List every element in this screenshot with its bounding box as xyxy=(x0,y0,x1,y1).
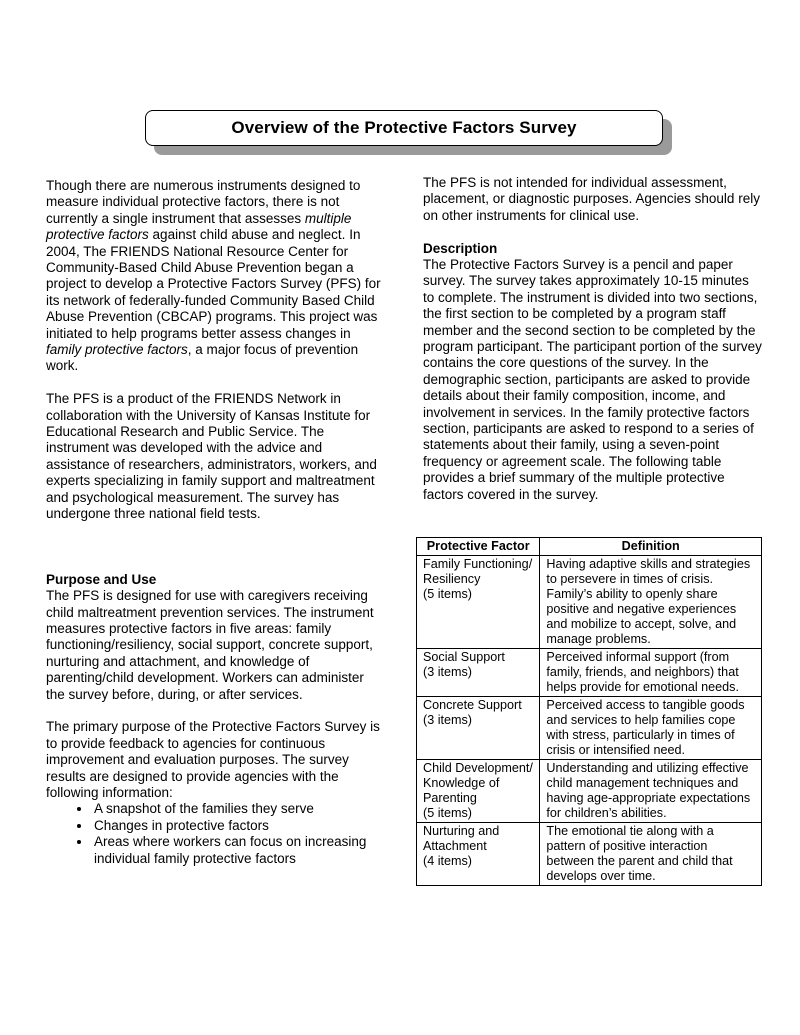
list-item: • A snapshot of the families they serve xyxy=(92,801,386,817)
column-header-factor: Protective Factor xyxy=(417,538,540,556)
not-intended-paragraph: The PFS is not intended for individual assessment, placement, or diagnostic purposes. Agencies should rely on other instruments for clinical use. xyxy=(423,175,760,223)
intro-text-c: , a major focus of prevention work. xyxy=(46,342,359,374)
definition-cell: Perceived access to tangible goods and services to help families cope with stress, particularly in times of crisis or intensified need. xyxy=(540,697,762,760)
spacer xyxy=(46,523,386,556)
table-header-row xyxy=(417,538,762,556)
information-list xyxy=(46,801,386,867)
definition-cell: Having adaptive skills and strategies to persevere in times of crisis. Family’s ability to openly share positive and negative experiences and mobilize to accept, solve, and manage problems. xyxy=(540,556,762,649)
definition-cell: Understanding and utilizing effective child management techniques and having age-appropriate expectations for children’s abilities. xyxy=(540,760,762,823)
item-count: (3 items) xyxy=(423,713,472,727)
spacer xyxy=(423,224,763,240)
definition-cell: Perceived informal support (from family, friends, and neighbors) that helps provide for emotional needs. xyxy=(540,649,762,697)
purpose-heading: Purpose and Use xyxy=(46,571,157,587)
factor-cell xyxy=(417,649,540,697)
factor-cell xyxy=(417,823,540,886)
factor-name: Child Development/ Knowledge of Parenting xyxy=(423,761,533,805)
page-title: Overview of the Protective Factors Survey xyxy=(231,118,577,137)
table-row xyxy=(417,823,762,886)
factor-cell xyxy=(417,697,540,760)
item-count: (5 items) xyxy=(423,806,472,820)
column-header-definition: Definition xyxy=(540,538,762,556)
item-count: (3 items) xyxy=(423,665,472,679)
protective-factors-table xyxy=(416,537,762,886)
list-item: • Areas where workers can focus on increasing individual family protective factors xyxy=(92,834,386,867)
intro-text-a: Though there are numerous instruments designed to measure individual protective factors, there is not currently a single instrument that assesses xyxy=(46,178,361,226)
intro-emphasis-multiple: multiple protective factors xyxy=(46,210,352,243)
table-row xyxy=(417,556,762,649)
spacer xyxy=(46,703,386,719)
factor-name: Family Functioning/ Resiliency xyxy=(423,557,533,586)
spacer xyxy=(46,555,386,571)
factor-cell xyxy=(417,556,540,649)
factor-name: Concrete Support xyxy=(423,698,522,712)
table-row xyxy=(417,649,762,697)
intro-paragraph xyxy=(46,178,386,375)
factor-name: Nurturing and Attachment xyxy=(423,824,500,853)
item-count: (5 items) xyxy=(423,587,472,601)
factor-cell xyxy=(417,760,540,823)
list-item: • Changes in protective factors xyxy=(92,818,386,834)
factor-name: Social Support xyxy=(423,650,505,664)
title-box xyxy=(145,110,663,146)
definition-cell: The emotional tie along with a pattern of positive interaction between the parent and child that develops over time. xyxy=(540,823,762,886)
description-paragraph: The Protective Factors Survey is a pencil and paper survey. The survey takes approximately 10-15 minutes to complete. The instrument is divided into two sections, the first section to be completed by a program staff member and the second section to be completed by the program participant. The participant portion of the survey contains the core questions of the survey. In the demographic section, participants are asked to provide details about their family composition, income, and involvement in services. In the family protective factors section, participants are asked to respond to a series of statements about their family, using a seven-point frequency or agreement scale. The following table provides a brief summary of the multiple protective factors covered in the survey. xyxy=(423,257,762,502)
table-row xyxy=(417,697,762,760)
description-heading: Description xyxy=(423,240,498,256)
intro-text-b: against child abuse and neglect. In 2004, The FRIENDS National Resource Center for Community-Based Child Abuse Prevention began a project to develop a Protective Factors Survey (PFS) for its network of federally-funded Community Based Child Abuse Prevention (CBCAP) programs. This project was initiated to help programs better assess changes in xyxy=(46,227,381,341)
right-column xyxy=(423,175,763,503)
table-row xyxy=(417,760,762,823)
item-count: (4 items) xyxy=(423,854,472,868)
purpose-paragraph: The PFS is designed for use with caregivers receiving child maltreatment prevention services. The instrument measures protective factors in five areas: family functioning/resiliency, social support, concrete support, nurturing and attachment, and knowledge of parenting/child development. Workers can administer the survey before, during, or after services. xyxy=(46,588,374,702)
primary-purpose-paragraph: The primary purpose of the Protective Factors Survey is to provide feedback to agencies for continuous improvement and evaluation purposes. The survey results are designed to provide agencies with the following information: xyxy=(46,719,380,800)
intro-emphasis-family: family protective factors xyxy=(46,342,188,358)
left-column xyxy=(46,178,386,867)
spacer xyxy=(46,375,386,391)
friends-paragraph: The PFS is a product of the FRIENDS Network in collaboration with the University of Kansas Institute for Educational Research and Public Service. The instrument was developed with the advice and assistance of researchers, administrators, workers, and experts specializing in family support and maltreatment and psychological measurement. The survey has undergone three national field tests. xyxy=(46,391,377,522)
